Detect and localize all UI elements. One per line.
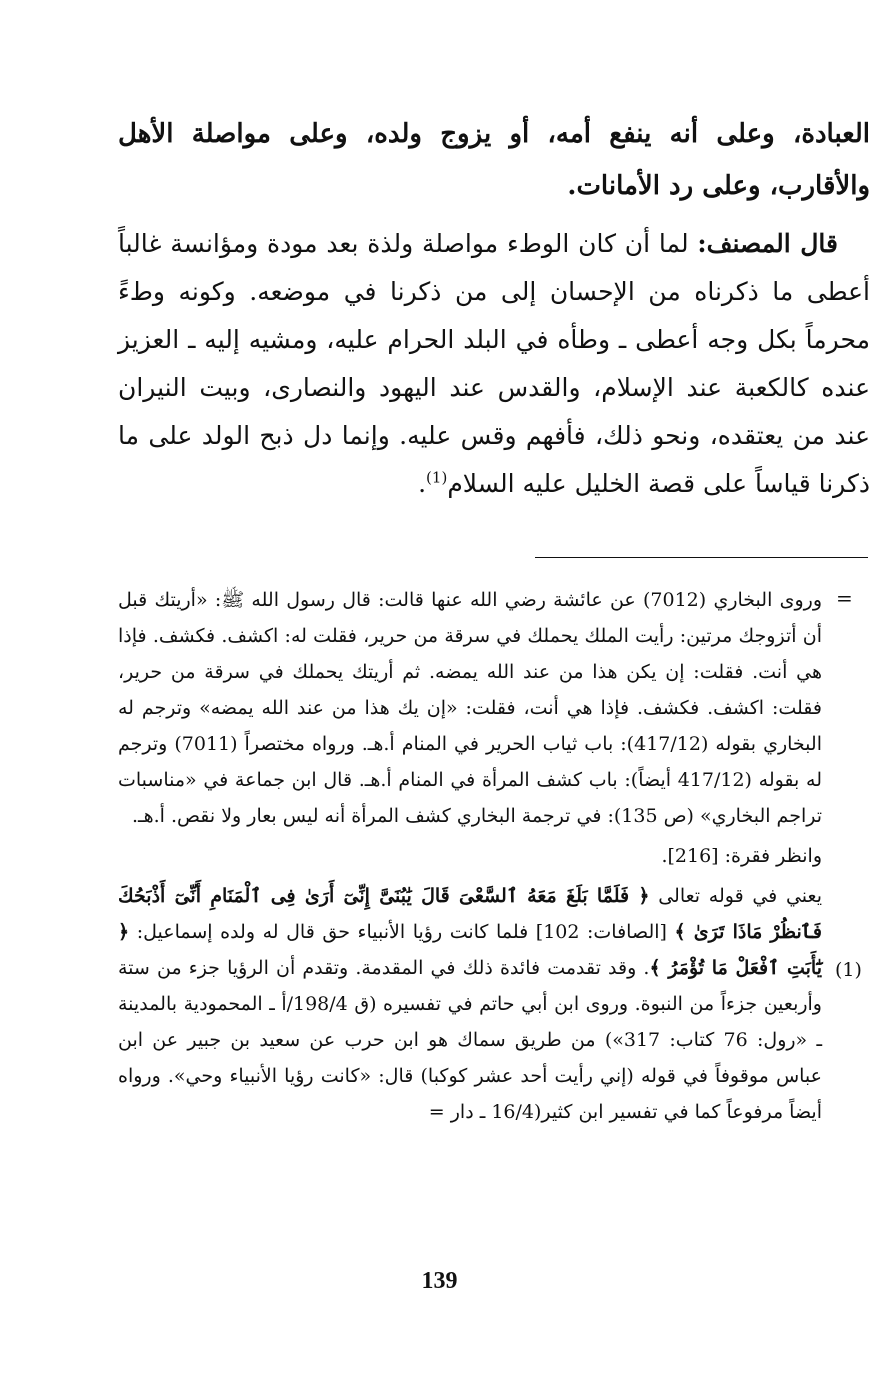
footnote-see-also: وانظر فقرة: [216]. [661,845,822,867]
quran-verse-1: ﴿ فَلَمَّا بَلَغَ مَعَهُ ٱلسَّعْىَ قَالَ يَٰبُنَىَّ إِنِّىٓ أَرَىٰ فِى ٱلْمَنَامِ أَنِّىٓ أَذْبَحُكَ فَٱنظُرْ مَاذَا تَرَىٰ ﴾ [118,885,823,943]
main-text [118,108,870,508]
body-text: لما أن كان الوطء مواصلة ولذة بعد مودة ومؤانسة غالباً أعطى ما ذكرناه من الإحسان إلى من ذكرنا في موضعه. وكونه وطءً محرماً بكل وجه أعطى ـ وطأه في البلد الحرام عليه، ومشيه إليه ـ العزيز عنده كالكعبة عند الإسلام، والقدس عند اليهود والنصارى، وبيت النيران عند من يعتقده، ونحو ذلك، فأفهم وقس عليه. وإنما دل ذبح الولد على ما ذكرنا قياساً على قصة الخليل عليه السلام [118,229,870,498]
footnote-continued: وروى البخاري (7012) عن عائشة رضي الله عنها قالت: قال رسول الله ﷺ: «أريتك قبل أن أتزوجك مرتين: رأيت الملك يحملك في سرقة من حرير، فقلت له: اكشف. فكشف. فإذا هي أنت. فقلت: إن يكن هذا من عند الله يمضه. ثم أريتك يحملك في سرقة من حرير، فقلت: اكشف. فكشف. فإذا هي أنت، فقلت: «إن يك هذا من عند الله يمضه» وترجم له البخاري بقوله (417/12): باب ثياب الحرير في المنام أ.هـ. ورواه مختصراً (7011) وترجم له بقوله (417/12 أيضاً): باب كشف المرأة في المنام أ.هـ. قال ابن جماعة في «مناسبات تراجم البخاري» (ص 135): في ترجمة البخاري كشف المرأة أنه ليس بعار ولا نقص. أ.هـ. [118,589,822,827]
page-number: 139 [421,1268,458,1294]
footnotes [118,582,822,1134]
footnote-number: (1) [835,959,862,981]
end-mark: . [418,469,427,498]
quran-verse-2: ﴿ يَٰٓأَبَتِ ٱفْعَلْ مَا تُؤْمَرُ ﴾ [118,921,822,979]
footnote-1-text-2: . وقد تقدمت فائدة ذلك في المقدمة. وتقدم أن الرؤيا جزء من ستة وأربعين جزءاً من النبوة. وروى ابن أبي حاتم في تفسيره (ق 198/4/أ ـ المحمودية بالمدينة ـ «رول: 76 كتاب: 317») من طريق سماك هو ابن حرب عن سعيد بن جبير عن ابن عباس موقوفاً في قوله (إني رأيت أحد عشر كوكبا) قال: «كانت رؤيا الأنبياء وحي». ورواه أيضاً مرفوعاً كما في تفسير ابن كثير(16/4 ـ دار = [118,957,823,1123]
footnote-1 [118,878,822,1130]
footnote-reference: (1) [426,468,448,487]
speaker-label: قال المصنف: [697,229,838,258]
footnote-divider [535,557,868,558]
bold-paragraph: العبادة، وعلى أنه ينفع أمه، أو يزوج ولده، وعلى مواصلة الأهل والأقارب، وعلى رد الأمانات. [118,119,870,201]
continuation-mark: = [836,586,853,610]
footnote-1-text-1: [الصافات: 102] فلما كانت رؤيا الأنبياء حق قال له ولده إسماعيل: [136,921,667,943]
body-paragraph [118,220,870,508]
footnote-1-intro: يعني في قوله تعالى [658,885,822,907]
